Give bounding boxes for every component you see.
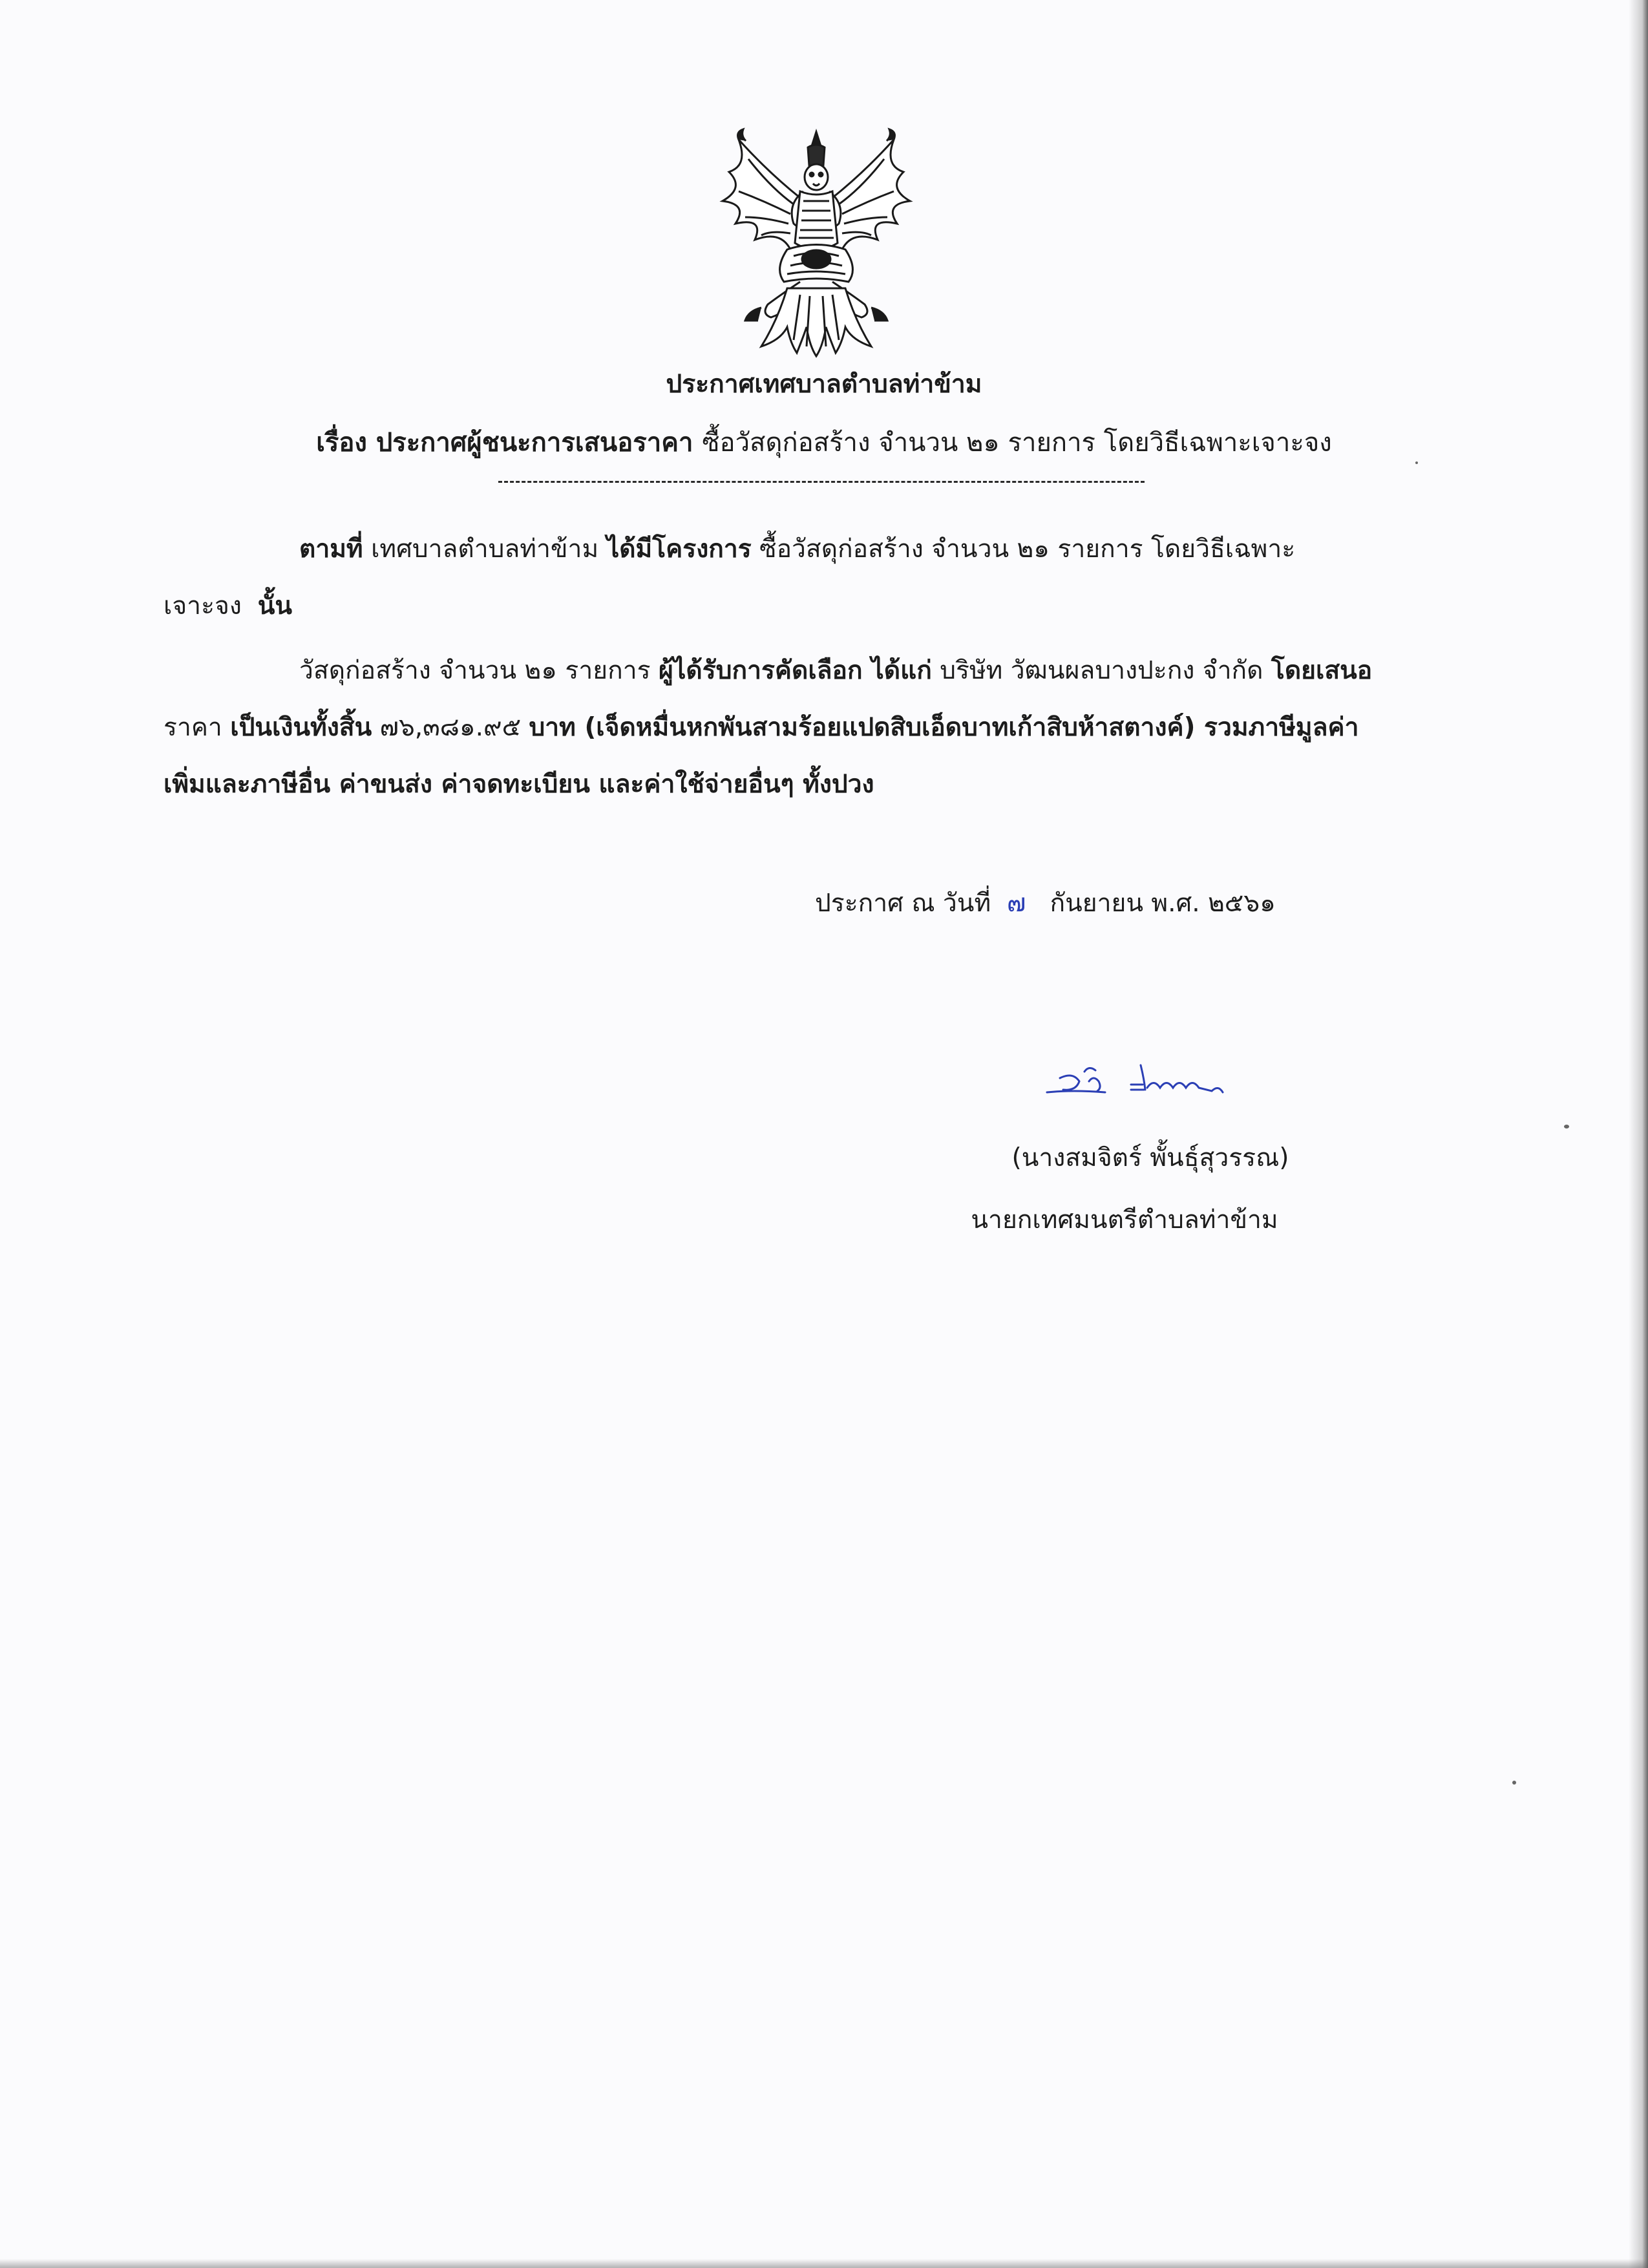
text-span: เทศบาลตำบลท่าข้าม <box>371 535 599 564</box>
text-span: บริษัท วัฒนผลบางปะกง จำกัด <box>940 656 1263 685</box>
date-month-year: กันยายน พ.ศ. ๒๕๖๑ <box>1050 889 1276 918</box>
text-span: บาท (เจ็ดหมื่นหกพันสามร้อยแปดสิบเอ็ดบาทเก้าสิบห้าสตางค์) รวมภาษีมูลค่า <box>529 713 1359 742</box>
scan-speck <box>1564 1125 1569 1129</box>
text-span: วัสดุก่อสร้าง จำนวน ๒๑ รายการ <box>299 656 651 685</box>
separator-line <box>498 481 1145 483</box>
subject-detail: ซื้อวัสดุก่อสร้าง จำนวน ๒๑ รายการ โดยวิธีเฉพาะเจาะจง <box>702 428 1332 458</box>
text-span: นั้น <box>257 591 293 620</box>
scan-speck <box>1415 461 1418 464</box>
text-span: ได้มีโครงการ <box>606 535 752 564</box>
date-day: ๗ <box>1006 889 1026 918</box>
text-span: ซื้อวัสดุก่อสร้าง จำนวน ๒๑ รายการ โดยวิธีเฉพาะ <box>759 535 1296 564</box>
text-span: ผู้ได้รับการคัดเลือก ได้แก่ <box>658 656 932 685</box>
paragraph-2-line-3 <box>164 772 874 797</box>
text-span: เจาะจง <box>164 591 242 620</box>
paragraph-1-line-2 <box>164 593 292 619</box>
paragraph-2-line-1 <box>299 658 1372 683</box>
text-span: โดยเสนอ <box>1271 656 1373 685</box>
garuda-emblem-icon <box>710 127 923 359</box>
subject-label: เรื่อง ประกาศผู้ชนะการเสนอราคา <box>316 428 693 458</box>
paragraph-2-line-2 <box>164 715 1358 740</box>
text-span: ๗๖,๓๘๑.๙๕ <box>379 713 522 742</box>
text-span: ราคา <box>164 713 222 742</box>
scan-edge-bottom <box>0 2259 1648 2268</box>
announcement-date <box>815 891 1276 916</box>
announcement-title: ประกาศเทศบาลตำบลท่าข้าม <box>666 370 982 399</box>
paragraph-1-line-1 <box>299 536 1295 562</box>
signatory-position: นายกเทศมนตรีตำบลท่าข้าม <box>971 1205 1278 1235</box>
text-span: เป็นเงินทั้งสิ้น <box>230 713 372 742</box>
date-prefix: ประกาศ ณ วันที่ <box>815 889 991 918</box>
scan-edge <box>1629 0 1648 2268</box>
text-span: เพิ่มและภาษีอื่น ค่าขนส่ง ค่าจดทะเบียน และค่าใช้จ่ายอื่นๆ ทั้งปวง <box>164 770 874 799</box>
handwritten-signature-icon <box>1034 1052 1254 1123</box>
announcement-subject <box>0 421 1648 463</box>
signatory-name: (นางสมจิตร์ พั้นธุ์สุวรรณ) <box>1011 1143 1289 1172</box>
text-span: ตามที่ <box>299 535 363 564</box>
scan-speck <box>1512 1781 1516 1785</box>
